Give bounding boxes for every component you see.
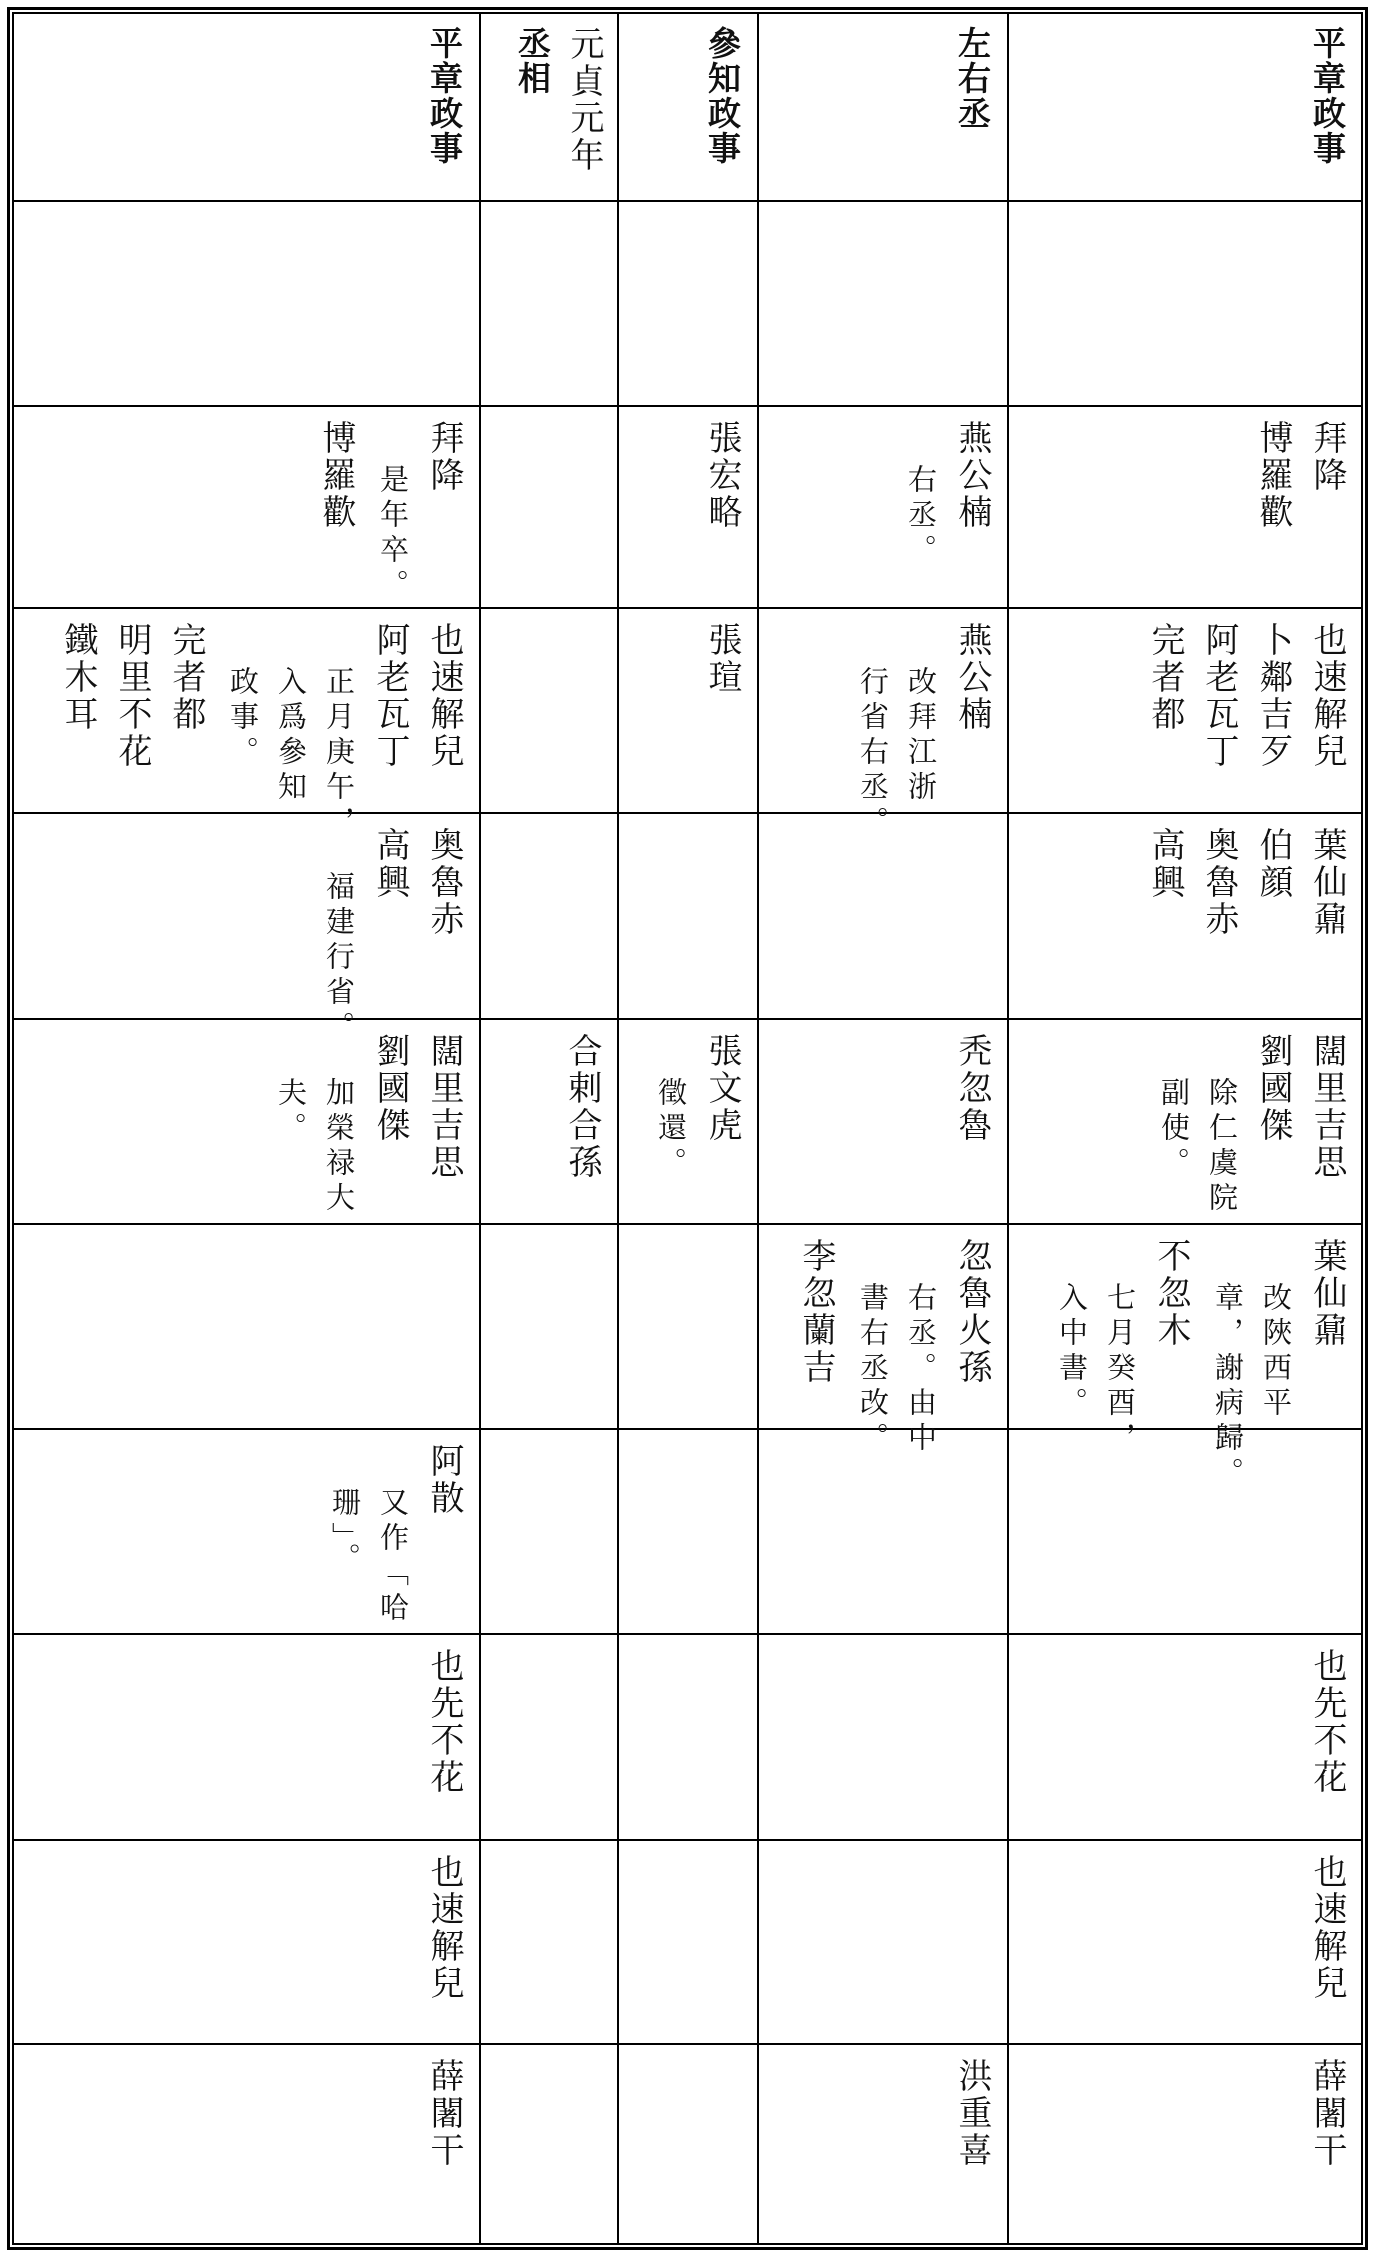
annotation-text: 除仁虞院 [1205, 1077, 1239, 1217]
official-name: 也速解兒 [424, 1854, 464, 2002]
official-name: 也速解兒 [1307, 1854, 1347, 2002]
official-name: 也速解兒 [1307, 622, 1347, 770]
official-name: 燕公楠 [952, 420, 992, 531]
official-name: 高興 [370, 827, 410, 901]
official-name: 奥魯赤 [1199, 827, 1239, 938]
annotation-text: 夫。 [274, 1077, 308, 1147]
official-name: 張宏略 [702, 420, 742, 531]
official-name: 拜降 [1307, 420, 1347, 494]
row-rule [12, 1839, 1363, 1841]
header-zuoyoucheng: 左右丞 [953, 26, 992, 131]
official-name: 阿老瓦丁 [370, 622, 410, 770]
annotation-text: 右丞。由中 [904, 1282, 938, 1457]
official-name: 合剌合孫 [562, 1033, 602, 1181]
official-name: 也先不花 [1307, 1648, 1347, 1796]
annotation-text: 福建行省。 [322, 871, 356, 1046]
annotation-text: 珊」。 [328, 1487, 362, 1578]
official-name: 博羅歡 [1253, 420, 1293, 531]
row-rule [12, 812, 1363, 814]
official-name: 卜鄰吉歹 [1253, 622, 1293, 770]
header-chengxiang: 丞相 [513, 26, 552, 96]
official-name: 奥魯赤 [424, 827, 464, 938]
official-name: 阿老瓦丁 [1199, 622, 1239, 770]
annotation-text: 右丞。 [904, 464, 938, 569]
official-name: 李忽蘭吉 [796, 1238, 836, 1386]
column-rule [757, 12, 759, 2245]
annotation-text: 是年卒。 [376, 464, 410, 604]
row-rule [12, 607, 1363, 609]
official-name: 秃忽魯 [952, 1033, 992, 1144]
official-name: 燕公楠 [952, 622, 992, 733]
official-name: 不忽木 [1151, 1238, 1191, 1349]
column-rule [479, 12, 481, 2245]
official-name: 也先不花 [424, 1648, 464, 1796]
annotation-text: 章，謝病歸。 [1211, 1282, 1245, 1492]
official-name: 薛闍干 [424, 2058, 464, 2169]
official-name: 明里不花 [112, 622, 152, 770]
annotation-text: 又作「哈 [376, 1487, 410, 1627]
annotation-text: 正月庚午， [322, 666, 356, 841]
official-name: 闊里吉思 [1307, 1033, 1347, 1181]
header-pingzhang-right: 平章政事 [1308, 26, 1347, 166]
row-rule [12, 1223, 1363, 1225]
official-name: 博羅歡 [316, 420, 356, 531]
annotation-text: 加榮禄大 [322, 1077, 356, 1217]
official-name: 張瑄 [702, 622, 742, 696]
official-name: 完者都 [166, 622, 206, 733]
official-name: 阿散 [424, 1443, 464, 1517]
official-name: 張文虎 [702, 1033, 742, 1144]
official-name: 伯顔 [1253, 827, 1293, 901]
official-name: 劉國傑 [1253, 1033, 1293, 1144]
row-rule [12, 1428, 1363, 1430]
official-name: 洪重喜 [952, 2058, 992, 2169]
official-name: 鐵木耳 [58, 622, 98, 733]
row-rule [12, 1018, 1363, 1020]
annotation-text: 七月癸酉， [1103, 1282, 1137, 1457]
official-name: 高興 [1145, 827, 1185, 901]
annotation-text: 行省右丞。 [856, 666, 890, 841]
annotation-text: 入爲參知 [274, 666, 308, 806]
official-name: 劉國傑 [370, 1033, 410, 1144]
annotation-text: 改陜西平 [1259, 1282, 1293, 1422]
annotation-text: 書右丞改。 [856, 1282, 890, 1457]
annotation-text: 副使。 [1157, 1077, 1191, 1182]
row-rule [12, 1633, 1363, 1635]
column-rule [1007, 12, 1009, 2245]
row-rule [12, 405, 1363, 407]
header-pingzhang-left: 平章政事 [425, 26, 464, 166]
annotation-text: 政事。 [226, 666, 260, 771]
official-name: 拜降 [424, 420, 464, 494]
column-rule [617, 12, 619, 2245]
official-name: 薛闍干 [1307, 2058, 1347, 2169]
official-name: 葉仙鼐 [1307, 1238, 1347, 1349]
row-rule [12, 200, 1363, 202]
official-name: 闊里吉思 [424, 1033, 464, 1181]
row-rule [12, 2043, 1363, 2045]
official-name: 葉仙鼐 [1307, 827, 1347, 938]
header-canzhi: 參知政事 [703, 26, 742, 166]
annotation-text: 入中書。 [1055, 1282, 1089, 1422]
annotation-text: 徵還。 [654, 1077, 688, 1182]
header-year: 元貞元年 [564, 26, 604, 174]
official-name: 忽魯火孫 [952, 1238, 992, 1386]
official-name: 也速解兒 [424, 622, 464, 770]
official-name: 完者都 [1145, 622, 1185, 733]
annotation-text: 改拜江浙 [904, 666, 938, 806]
